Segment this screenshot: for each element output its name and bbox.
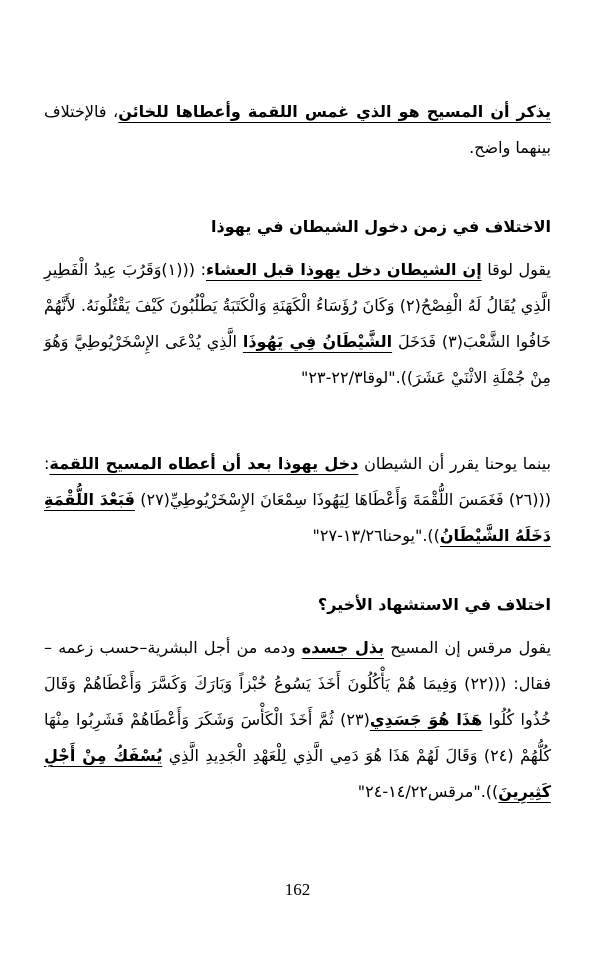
paragraph-intro [44, 94, 551, 166]
intro-rest: ، فالإختلاف بينهما واضح. [44, 102, 551, 157]
intro-emphasis: يذكر أن المسيح هو الذي غمس اللقمة وأعطاها للخائن [118, 102, 552, 121]
paragraph-john: بينما يوحنا يقرر أن الشيطان دخل يهوذا بعد أن أعطاه المسيح اللقمة: (((٢٦) فَغَمَسَ اللُّقْمَةَ وَأَعْطَاهَا لِيَهُوذَا سِمْعَانَ الإِسْخَرْيُوطِيِّ(٢٧) فَبَعْدَ اللُّقْمَةِ دَخَلَهُ الشَّيْطَانُ))."يوحنا١٣/٢٦-٢٧" [44, 454, 551, 545]
luke-emphasis-2: الشَّيْطَانُ فِي يَهُوذَا [242, 332, 393, 351]
paragraph-luke: يقول لوقا إن الشيطان دخل يهوذا قبل العشاء: (((١)وَقَرُبَ عِيدُ الْفَطِيرِ الَّذِي يُقَالُ لَهُ الْفِصْحُ(٢) وَكَانَ رُؤَسَاءُ الْكَهَنَةِ وَالْكَتَبَةُ يَطْلُبُونَ كَيْفَ يَقْتُلُونَهُ. لأَنَّهُمْ خَافُوا الشَّعْبَ(٣) فَدَخَلَ الشَّيْطَانُ فِي يَهُوذَا الَّذِي يُدْعَى الإِسْخَرْيُوطِيَّ وَهُوَ مِنْ جُمْلَةِ الاثْنَيْ عَشَرَ))."لوقا٢٢/٣-٢٣" [44, 260, 552, 387]
paragraph-mark: يقول مرقس إن المسيح بذل جسده ودمه من أجل البشرية–حسب زعمه – فقال: (((٢٢) وَفِيمَا هُمْ يَأْكُلُونَ أَخَذَ يَسُوعُ خُبْزاً وَبَارَكَ وَكَسَّرَ وَأَعْطَاهُمْ وَقَالَ خُذُوا كُلُوا هَذَا هُوَ جَسَدِي(٢٣) ثُمَّ أَخَذَ الْكَأْسَ وَشَكَرَ وَأَعْطَاهُمْ فَشَرِبُوا مِنْهَا كُلُّهُمْ (٢٤) وَقَالَ لَهُمْ هَذَا هُوَ دَمِي الَّذِي لِلْعَهْدِ الْجَدِيدِ الَّذِي يُسْفَكُ مِنْ أَجْلِ كَثِيرِينَ))."مرقس١٤/٢٢-٢٤" [44, 638, 552, 801]
mark-emphasis-2: هَذَا هُوَ جَسَدِي [369, 710, 483, 729]
heading-last-martyrdom: اختلاف في الاستشهاد الأخير؟ [317, 595, 551, 614]
page-number: 162 [284, 880, 311, 899]
john-emphasis-2: فَبَعْدَ اللُّقْمَةِ دَخَلَهُ الشَّيْطَانُ [44, 490, 551, 545]
mark-emphasis-1: بذل جسده [301, 638, 385, 657]
john-emphasis-1: دخل يهوذا بعد أن أعطاه المسيح اللقمة [49, 454, 359, 473]
luke-emphasis-1: إن الشيطان دخل يهوذا قبل العشاء [205, 260, 482, 279]
heading-time-of-satan: الاختلاف في زمن دخول الشيطان في يهوذا [211, 217, 551, 236]
mark-emphasis-3: يُسْفَكُ مِنْ أَجْلِ كَثِيرِينَ [44, 746, 551, 801]
